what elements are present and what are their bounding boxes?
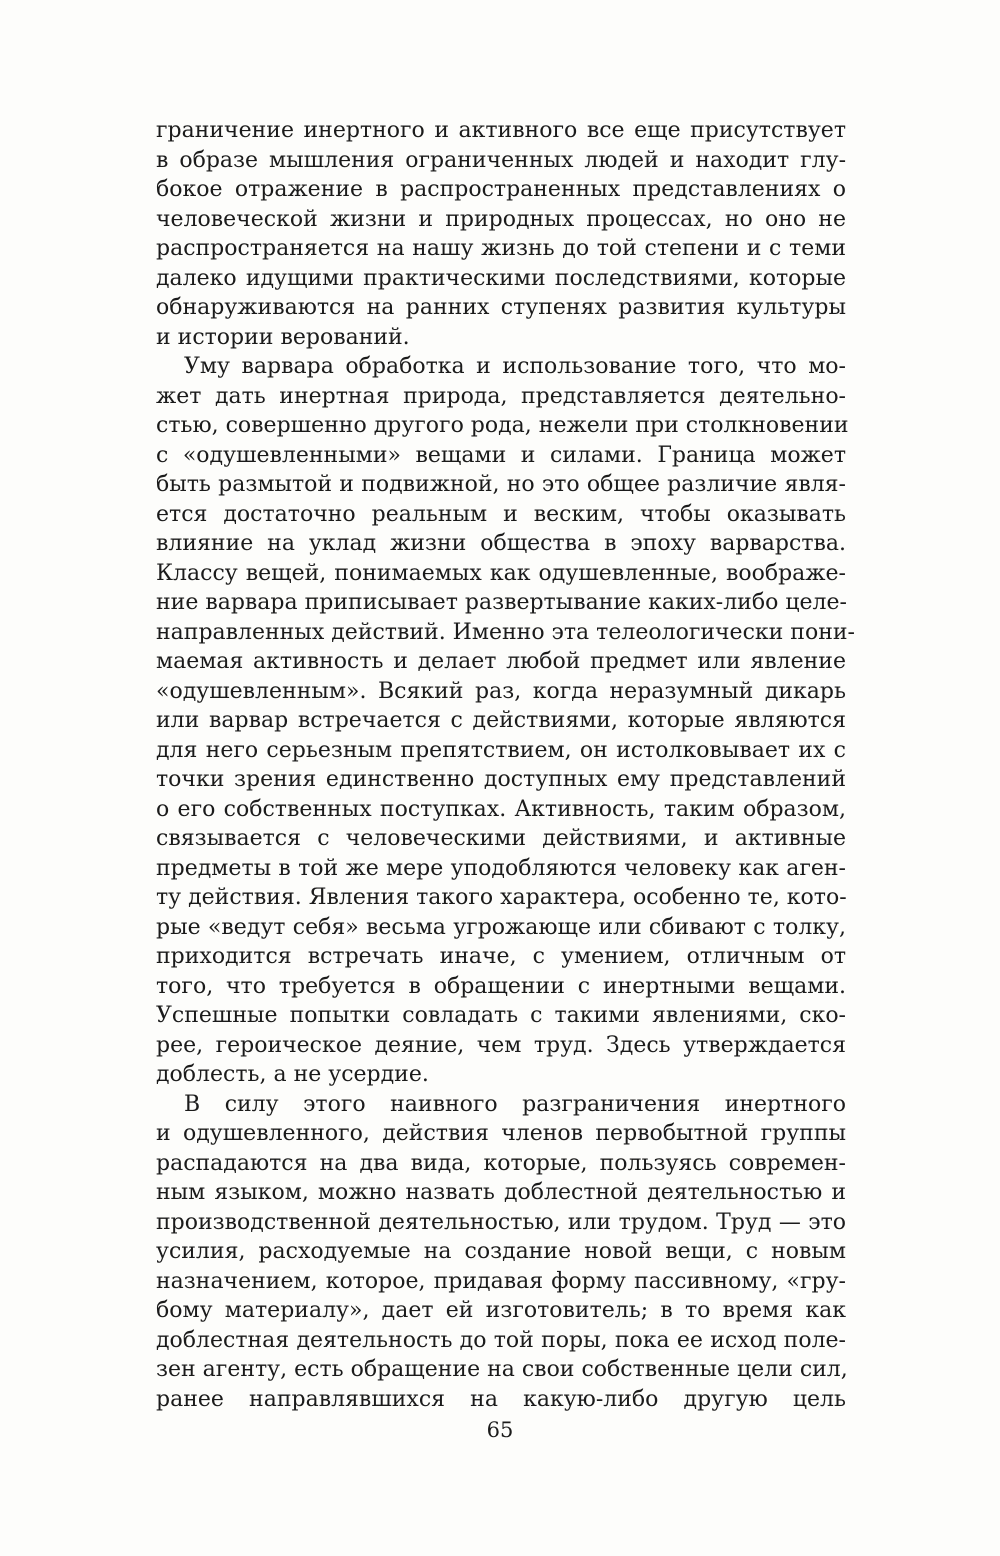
text-line: Уму варвара обработка и использование того, что мо- bbox=[184, 354, 846, 379]
text-line: точки зрения единственно доступных ему представлений bbox=[156, 767, 846, 792]
text-line: усилия, расходуемые на создание новой вещи, с новым bbox=[156, 1239, 846, 1264]
text-line: о его собственных поступках. Активность, таким образом, bbox=[156, 796, 846, 822]
text-line: связывается с человеческими действиями, и активные bbox=[156, 826, 846, 851]
text-line: зен агенту, есть обращение на свои собственные цели сил, bbox=[156, 1357, 848, 1382]
text-line: распространяется на нашу жизнь до той степени и с теми bbox=[156, 236, 846, 261]
text-line: рые «ведут себя» весьма угрожающе или сбивают с толку, bbox=[156, 914, 846, 940]
text-line: приходится встречать иначе, с умением, отличным от bbox=[156, 944, 846, 969]
text-line: жет дать инертная природа, представляется деятельно- bbox=[156, 383, 846, 409]
text-line: назначением, которое, придавая форму пассивному, «гру- bbox=[156, 1268, 846, 1294]
text-line: В силу этого наивного разграничения инертного bbox=[184, 1091, 846, 1117]
text-line: «одушевленным». Всякий раз, когда неразумный дикарь bbox=[156, 678, 846, 704]
text-line: влияние на уклад жизни общества в эпоху варварства. bbox=[156, 531, 846, 556]
paragraph bbox=[156, 1090, 846, 1415]
text-line: ту действия. Явления такого характера, особенно те, кото- bbox=[156, 885, 847, 910]
text-line: ранее направлявшихся на какую-либо другую цель bbox=[156, 1386, 846, 1412]
text-line: и истории верований. bbox=[156, 324, 410, 350]
text-line: Успешные попытки совладать с такими явлениями, ско- bbox=[156, 1003, 846, 1028]
text-line: граничение инертного и активного все еще присутствует bbox=[156, 118, 846, 143]
text-line: рее, героическое деяние, чем труд. Здесь утверждается bbox=[156, 1032, 846, 1058]
page-number: 65 bbox=[486, 1418, 514, 1442]
text-line: бому материалу», дает ей изготовитель; в то время как bbox=[156, 1298, 846, 1323]
text-line: предметы в той же мере уподобляются человеку как аген- bbox=[156, 855, 846, 881]
text-line: направленных действий. Именно эта телеологически пони- bbox=[156, 619, 855, 645]
text-line: бокое отражение в распространенных представлениях о bbox=[156, 177, 846, 202]
text-line: ние варвара приписывает развертывание каких-либо целе- bbox=[156, 590, 847, 615]
text-line: с «одушевленными» вещами и силами. Граница может bbox=[156, 442, 846, 468]
text-line: ется достаточно реальным и веским, чтобы оказывать bbox=[156, 501, 846, 527]
text-line: в образе мышления ограниченных людей и находит глу- bbox=[156, 147, 846, 173]
text-line: далеко идущими практическими последствиями, которые bbox=[156, 265, 846, 291]
paragraph bbox=[156, 352, 855, 1090]
text-line: маемая активность и делает любой предмет или явление bbox=[156, 649, 846, 674]
text-line: того, что требуется в обращении с инертными вещами. bbox=[156, 973, 846, 999]
body-text bbox=[156, 116, 855, 1414]
text-line: для него серьезным препятствием, он истолковывает их с bbox=[156, 737, 846, 763]
text-line: быть размытой и подвижной, но это общее различие явля- bbox=[156, 472, 846, 497]
text-line: человеческой жизни и природных процессах, но оно не bbox=[156, 206, 846, 232]
text-line: обнаруживаются на ранних ступенях развития культуры bbox=[156, 295, 846, 320]
text-line: доблестная деятельность до той поры, пока ее исход поле- bbox=[156, 1327, 846, 1353]
text-line: стью, совершенно другого рода, нежели при столкновении bbox=[156, 413, 849, 438]
paragraph bbox=[156, 116, 846, 352]
text-line: доблесть, а не усердие. bbox=[156, 1062, 429, 1087]
text-line: и одушевленного, действия членов первобытной группы bbox=[156, 1121, 846, 1146]
text-line: Классу вещей, понимаемых как одушевленные, воображе- bbox=[156, 560, 846, 586]
text-line: распадаются на два вида, которые, пользуясь современ- bbox=[156, 1150, 846, 1176]
text-line: или варвар встречается с действиями, которые являются bbox=[156, 708, 846, 733]
text-line: производственной деятельностью, или трудом. Труд — это bbox=[156, 1209, 846, 1235]
text-line: ным языком, можно назвать доблестной деятельностью и bbox=[156, 1180, 846, 1205]
